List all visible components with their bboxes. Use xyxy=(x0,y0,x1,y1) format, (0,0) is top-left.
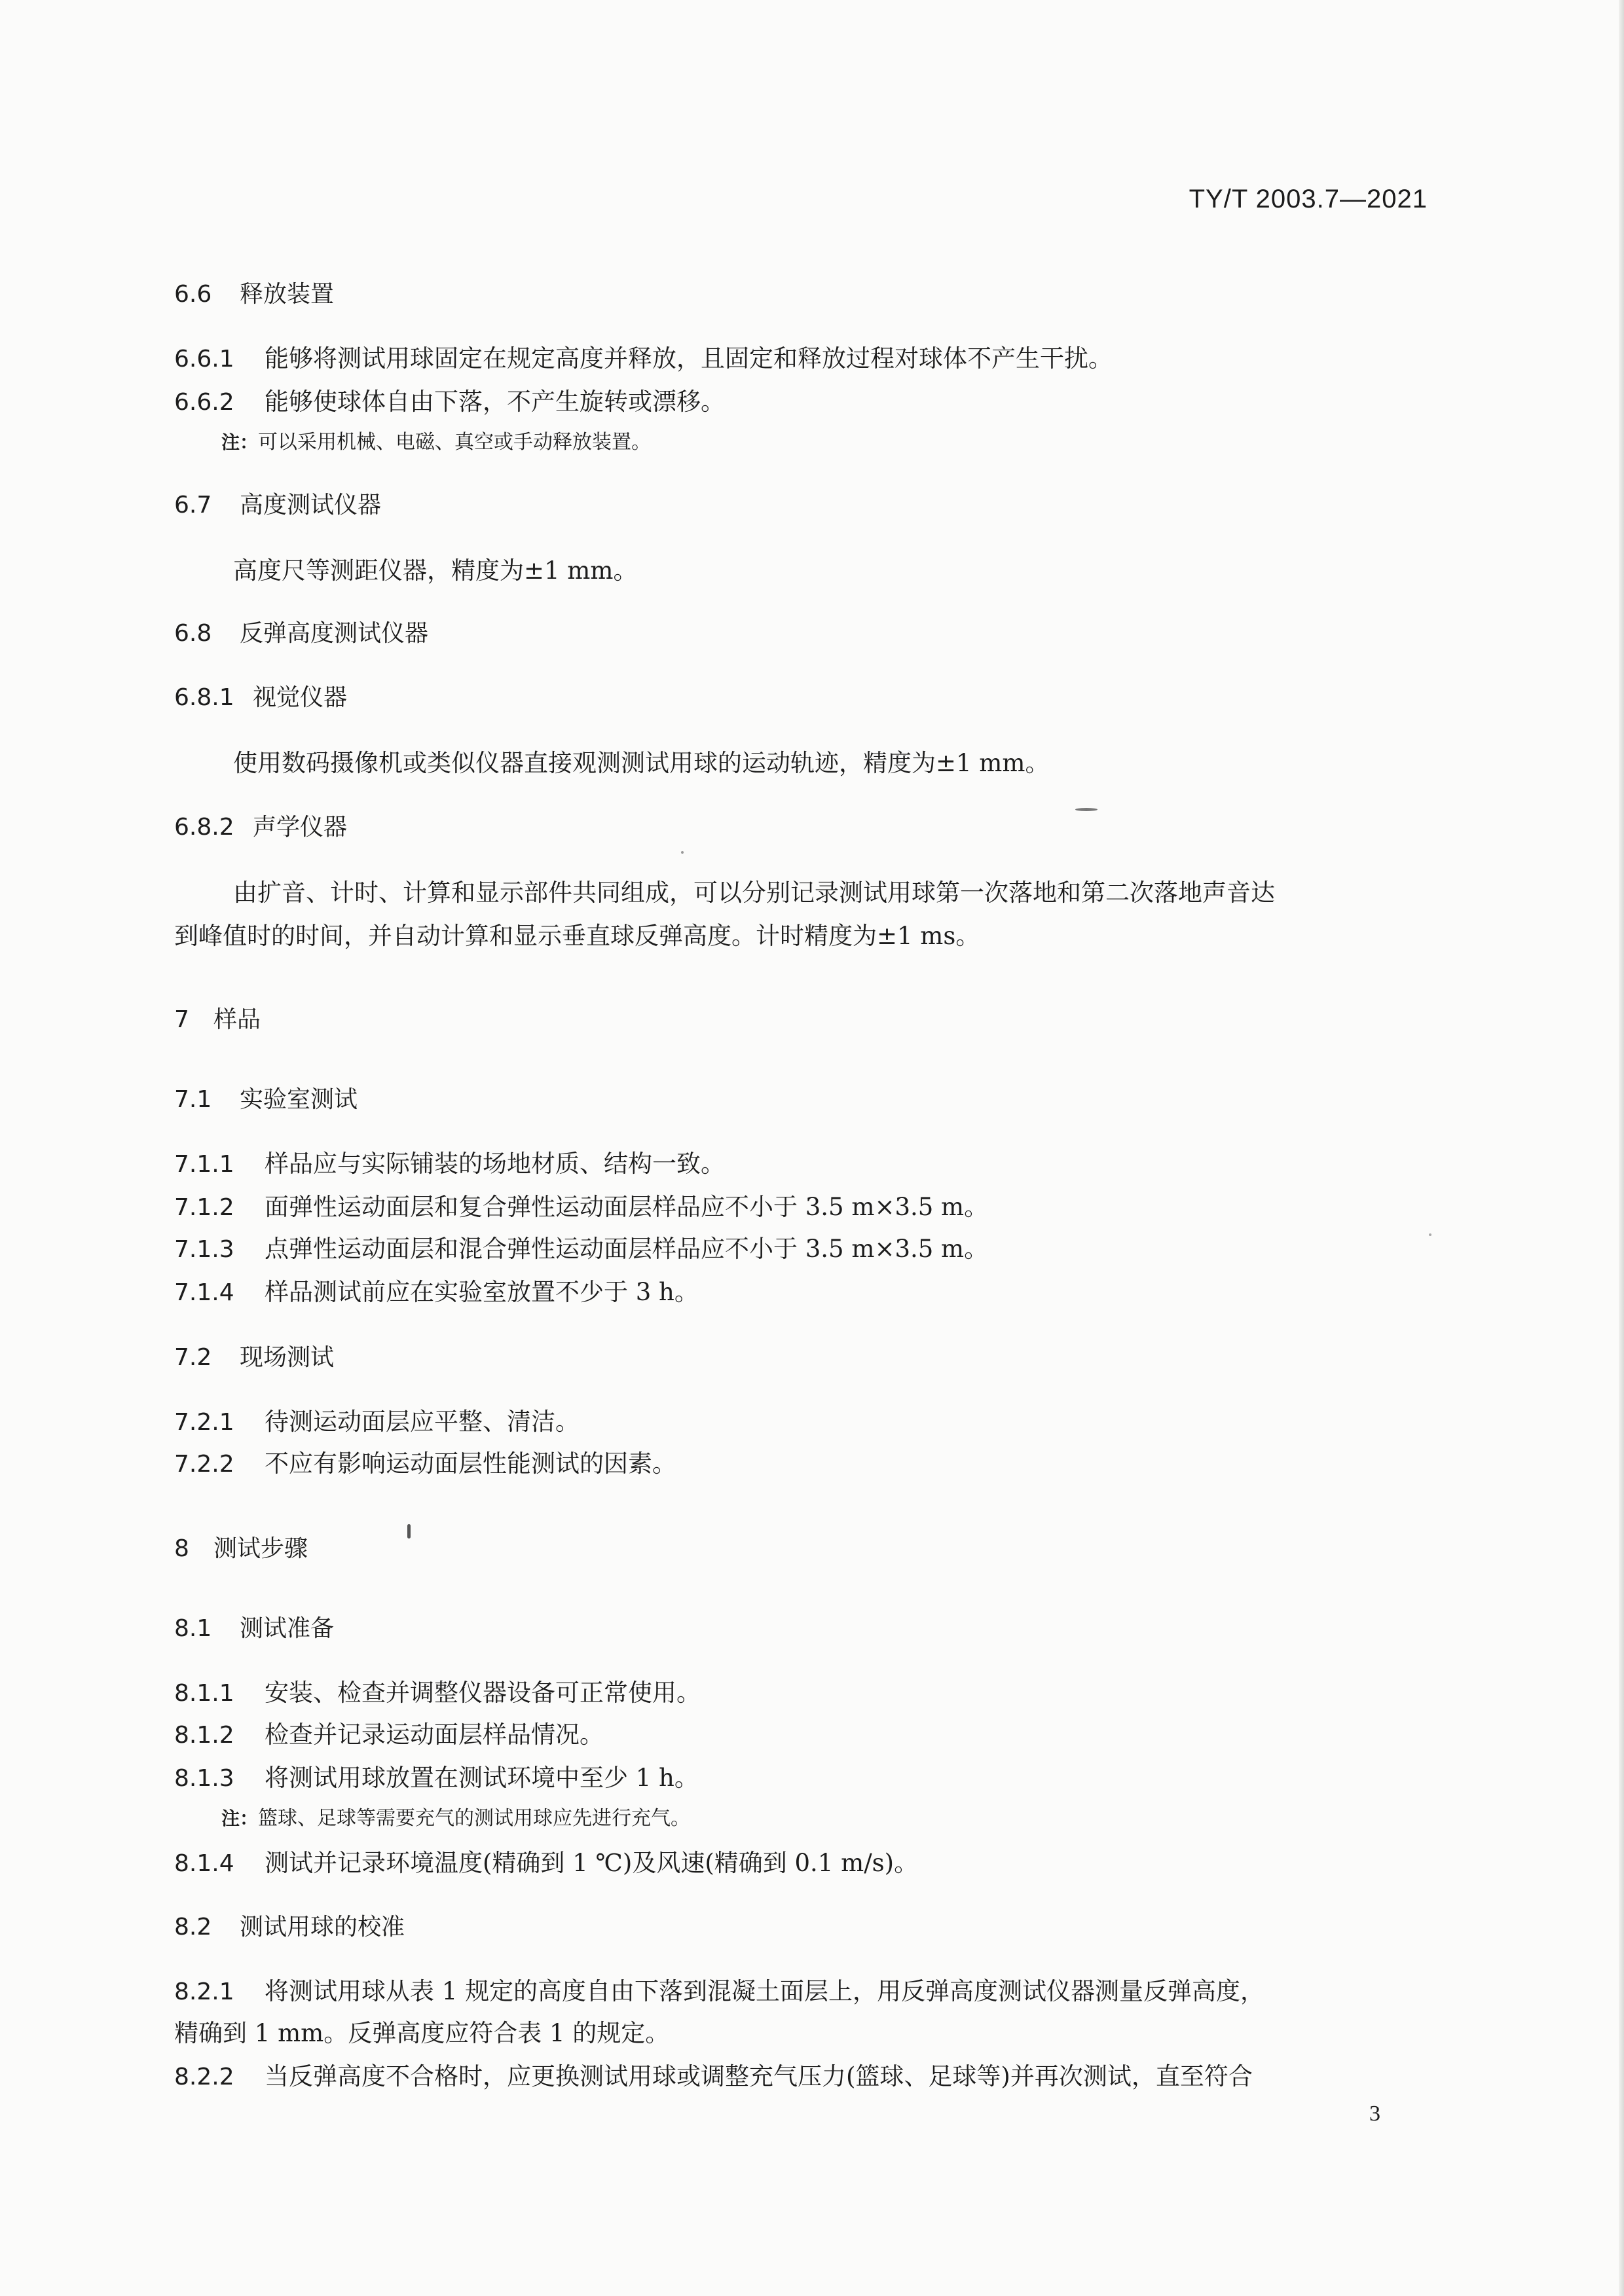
heading-8-1 xyxy=(174,1613,334,1645)
clause-8-1-2 xyxy=(174,1719,604,1751)
clause-number: 8.1.1 xyxy=(174,1680,234,1707)
clause-7-2-1 xyxy=(174,1406,580,1438)
heading-7-1 xyxy=(174,1084,358,1116)
clause-text: 点弹性运动面层和混合弹性运动面层样品应不小于 3.5 m×3.5 m。 xyxy=(265,1235,989,1263)
clause-number: 8.1.3 xyxy=(174,1765,234,1792)
clause-number: 7.2.1 xyxy=(174,1409,234,1436)
section-title: 视觉仪器 xyxy=(253,684,348,711)
clause-text: 能够使球体自由下落，不产生旋转或漂移。 xyxy=(265,388,725,416)
clause-number: 7.1.2 xyxy=(174,1194,234,1221)
section-title: 测试准备 xyxy=(240,1615,335,1642)
clause-6-6-1 xyxy=(174,343,1113,375)
section-title: 测试用球的校准 xyxy=(240,1914,405,1941)
scan-speck xyxy=(1429,1233,1431,1236)
section-title: 释放装置 xyxy=(240,281,335,308)
clause-number: 8.1.4 xyxy=(174,1850,234,1877)
clause-7-1-2 xyxy=(174,1192,988,1224)
clause-6-6-2 xyxy=(174,386,725,418)
section-number: 8 xyxy=(174,1535,189,1562)
clause-8-2-2 xyxy=(174,2061,1253,2093)
heading-7 xyxy=(174,1004,261,1036)
clause-text: 测试并记录环境温度(精确到 1 ℃)及风速(精确到 0.1 m/s)。 xyxy=(265,1849,919,1877)
heading-7-2 xyxy=(174,1342,334,1374)
section-title: 声学仪器 xyxy=(253,814,348,841)
clause-text: 安装、检查并调整仪器设备可正常使用。 xyxy=(265,1679,701,1707)
paragraph-6-7: 高度尺等测距仪器，精度为±1 mm。 xyxy=(233,556,638,585)
note-release-device xyxy=(221,427,651,458)
clause-text: 将测试用球放置在测试环境中至少 1 h。 xyxy=(265,1764,699,1792)
clause-number: 6.6.2 xyxy=(174,389,234,416)
clause-7-1-1 xyxy=(174,1148,725,1180)
clause-text: 待测运动面层应平整、清洁。 xyxy=(265,1408,580,1436)
heading-6-7 xyxy=(174,490,381,521)
clause-8-1-1 xyxy=(174,1677,701,1709)
clause-8-2-1-continuation: 精确到 1 mm。反弹高度应符合表 1 的规定。 xyxy=(174,2019,670,2047)
clause-number: 8.1.2 xyxy=(174,1722,234,1749)
clause-text: 不应有影响运动面层性能测试的因素。 xyxy=(265,1449,676,1478)
clause-8-1-3 xyxy=(174,1762,699,1795)
section-title: 反弹高度测试仪器 xyxy=(240,620,429,647)
section-number: 6.7 xyxy=(174,492,212,519)
section-title: 现场测试 xyxy=(240,1344,335,1371)
clause-text: 样品测试前应在实验室放置不少于 3 h。 xyxy=(265,1278,699,1306)
section-number: 6.8.2 xyxy=(174,814,234,841)
heading-6-8-1 xyxy=(174,682,347,714)
clause-8-2-1 xyxy=(174,1976,1264,2008)
clause-text: 检查并记录运动面层样品情况。 xyxy=(265,1721,604,1749)
section-number: 6.8 xyxy=(174,620,212,647)
note-inflation xyxy=(221,1803,690,1834)
heading-8 xyxy=(174,1533,308,1565)
heading-8-2 xyxy=(174,1912,405,1943)
note-label: 注： xyxy=(221,1808,259,1829)
note-text: 篮球、足球等需要充气的测试用球应先进行充气。 xyxy=(258,1807,691,1830)
clause-8-1-4 xyxy=(174,1848,918,1880)
section-number: 7.1 xyxy=(174,1086,212,1113)
clause-number: 7.2.2 xyxy=(174,1451,234,1478)
clause-number: 7.1.1 xyxy=(174,1151,234,1178)
clause-number: 7.1.3 xyxy=(174,1236,234,1263)
section-title: 实验室测试 xyxy=(240,1086,358,1113)
scan-speck xyxy=(1075,808,1098,811)
section-number: 7.2 xyxy=(174,1344,212,1371)
section-number: 7 xyxy=(174,1006,189,1033)
heading-6-8-2 xyxy=(174,812,347,843)
clause-number: 8.2.1 xyxy=(174,1978,234,2005)
section-number: 6.6 xyxy=(174,281,212,308)
heading-6-6 xyxy=(174,279,334,310)
clause-text: 样品应与实际铺装的场地材质、结构一致。 xyxy=(265,1150,725,1178)
clause-text: 面弹性运动面层和复合弹性运动面层样品应不小于 3.5 m×3.5 m。 xyxy=(265,1193,989,1221)
section-title: 测试步骤 xyxy=(213,1535,308,1562)
page-number: 3 xyxy=(1369,2102,1380,2126)
scan-speck xyxy=(407,1524,411,1539)
paragraph-6-8-2-line-1: 由扩音、计时、计算和显示部件共同组成，可以分别记录测试用球第一次落地和第二次落地声音达 xyxy=(233,879,1275,907)
section-title: 样品 xyxy=(213,1006,261,1033)
clause-7-1-4 xyxy=(174,1277,699,1309)
section-number: 6.8.1 xyxy=(174,684,234,711)
paragraph-6-8-2-line-2: 到峰值时的时间，并自动计算和显示垂直球反弹高度。计时精度为±1 ms。 xyxy=(174,922,980,950)
scan-speck xyxy=(681,851,684,854)
clause-number: 7.1.4 xyxy=(174,1279,234,1306)
clause-7-2-2 xyxy=(174,1448,676,1480)
section-number: 8.1 xyxy=(174,1615,212,1642)
clause-text: 将测试用球从表 1 规定的高度自由下落到混凝土面层上，用反弹高度测试仪器测量反弹高度， xyxy=(265,1977,1265,2005)
section-title: 高度测试仪器 xyxy=(240,492,382,519)
clause-number: 8.2.2 xyxy=(174,2064,234,2090)
section-number: 8.2 xyxy=(174,1914,212,1941)
clause-7-1-3 xyxy=(174,1233,988,1266)
clause-text: 当反弹高度不合格时，应更换测试用球或调整充气压力(篮球、足球等)并再次测试，直至符合 xyxy=(265,2062,1253,2090)
scan-page-edge xyxy=(1619,0,1624,2296)
heading-6-8 xyxy=(174,618,428,649)
document-code: TY/T 2003.7—2021 xyxy=(1189,185,1428,213)
paragraph-6-8-1: 使用数码摄像机或类似仪器直接观测测试用球的运动轨迹，精度为±1 mm。 xyxy=(233,749,1050,777)
clause-text: 能够将测试用球固定在规定高度并释放，且固定和释放过程对球体不产生干扰。 xyxy=(265,344,1113,373)
clause-number: 6.6.1 xyxy=(174,346,234,373)
note-label: 注： xyxy=(221,431,259,453)
note-text: 可以采用机械、电磁、真空或手动释放装置。 xyxy=(258,431,652,454)
